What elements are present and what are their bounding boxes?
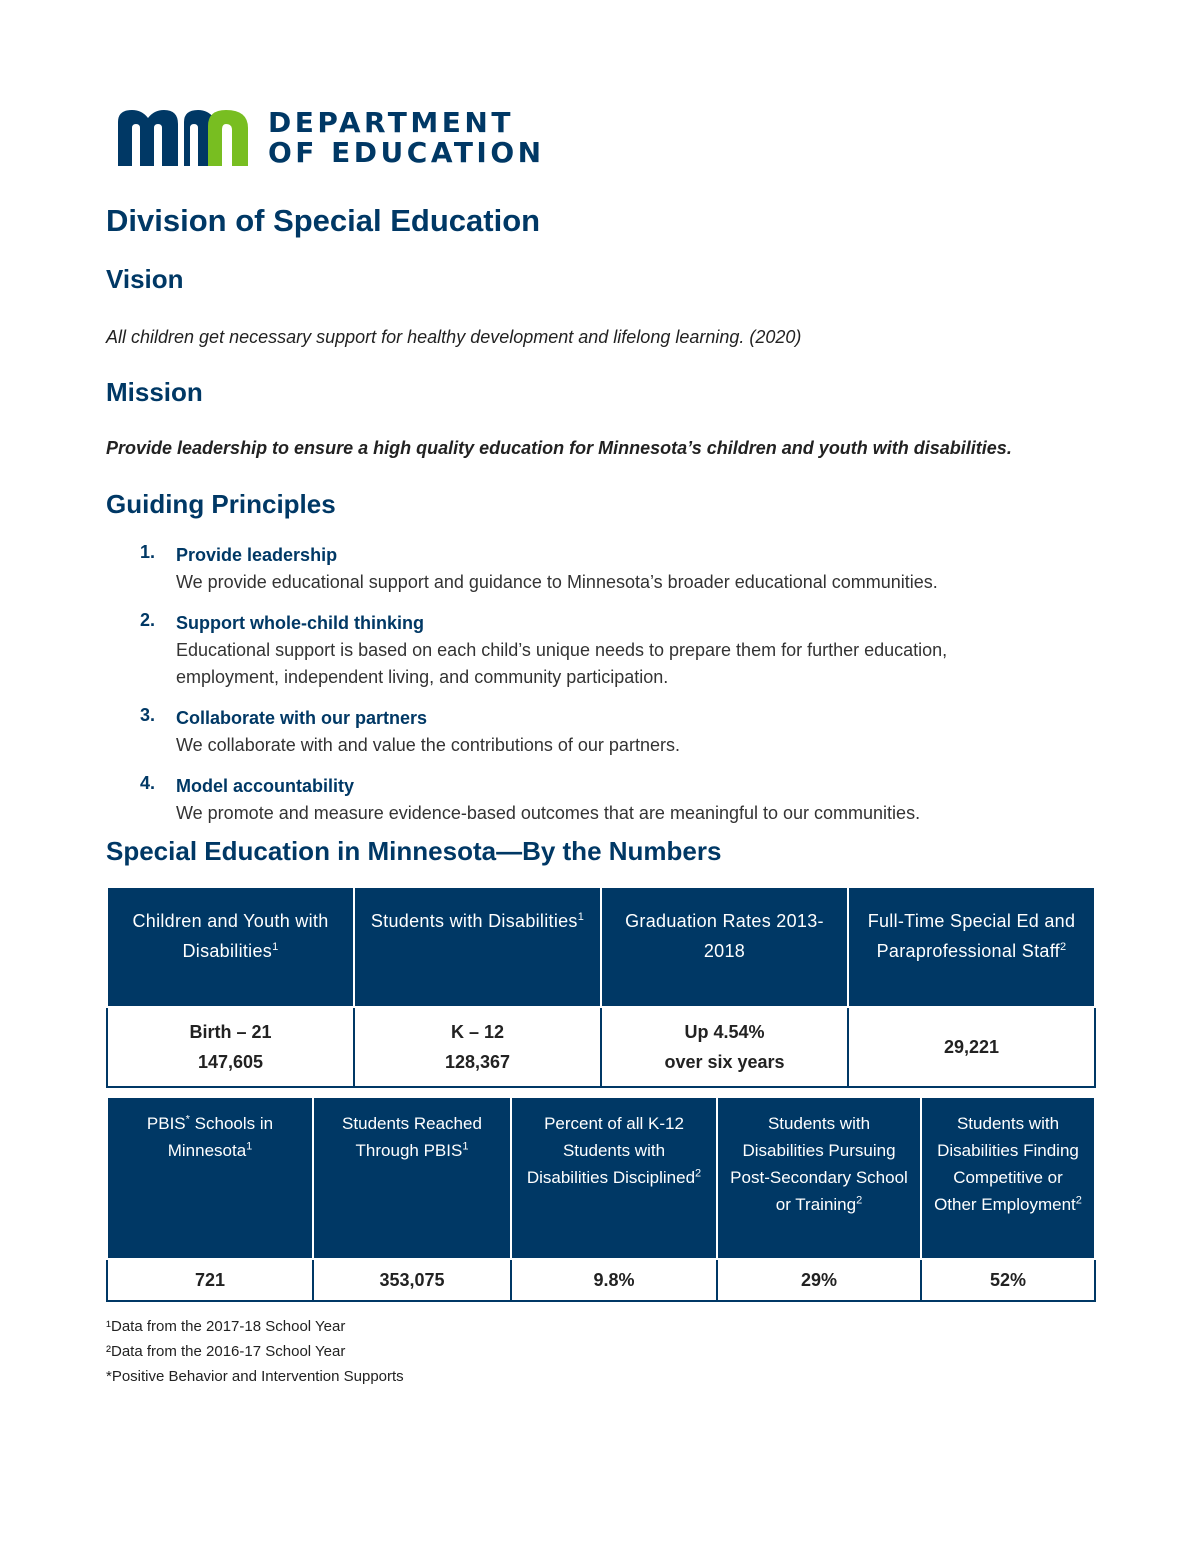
principle-number: 3.: [140, 705, 156, 725]
table-header-cell: Students with Disabilities Finding Competitive or Other Employment$^2$: [921, 1098, 1095, 1259]
table-cell: 29,221: [848, 1007, 1095, 1087]
principles-list: [140, 542, 1100, 841]
table-cell: 353,075: [313, 1259, 511, 1301]
footnote: ²Data from the 2016-17 School Year: [106, 1343, 346, 1360]
logo-wordmark: [268, 108, 545, 168]
table-header-cell: Full-Time Special Ed and Paraprofessional Staff$^2$: [848, 888, 1095, 1007]
table-header-cell: Students with Disabilities$^1$: [354, 888, 601, 1007]
mission-text: Provide leadership to ensure a high quality education for Minnesota’s children and youth with disabilities.: [106, 438, 1012, 458]
mn-education-logo: [118, 108, 558, 170]
table-row: [107, 1259, 1095, 1301]
mission-heading: Mission: [106, 377, 203, 407]
principle-item: [140, 705, 1100, 759]
principle-number: 4.: [140, 773, 156, 793]
principle-title: Collaborate with our partners: [176, 708, 428, 728]
principle-item: [140, 773, 1100, 827]
principles-heading: Guiding Principles: [106, 489, 336, 519]
vision-heading: Vision: [106, 264, 184, 294]
table-header-cell: Students with Disabilities Pursuing Post-Secondary School or Training$^2$: [717, 1098, 921, 1259]
footnote: ¹Data from the 2017-18 School Year: [106, 1318, 346, 1335]
principle-desc: We collaborate with and value the contributions of our partners.: [176, 735, 680, 755]
vision-text: All children get necessary support for healthy development and lifelong learning. (2020): [106, 327, 802, 347]
table-header-cell: Children and Youth with Disabilities$^1$: [107, 888, 354, 1007]
table-cell: K – 12 128,367: [354, 1007, 601, 1087]
footnotes: [106, 1314, 404, 1389]
table-cell: 9.8%: [511, 1259, 717, 1301]
numbers-table-2: [106, 1098, 1096, 1302]
table-row: [107, 1007, 1095, 1087]
table-header-cell: Students Reached Through PBIS$^1$: [313, 1098, 511, 1259]
table-cell: 721: [107, 1259, 313, 1301]
principle-title: Provide leadership: [176, 545, 338, 565]
logo-line-1: DEPARTMENT: [268, 106, 514, 139]
principle-desc: Educational support is based on each child’s unique needs to prepare them for further education, employment, independent living, and community participation.: [176, 640, 948, 687]
table-header-cell: Graduation Rates 2013-2018: [601, 888, 848, 1007]
table-header-cell: PBIS* Schools in Minnesota$^1$: [107, 1098, 313, 1259]
table-header-cell: Percent of all K-12 Students with Disabilities Disciplined$^2$: [511, 1098, 717, 1259]
principle-number: 1.: [140, 542, 156, 562]
table-cell: 29%: [717, 1259, 921, 1301]
numbers-table-1: [106, 888, 1096, 1088]
table-cell: Up 4.54% over six years: [601, 1007, 848, 1087]
principle-desc: We provide educational support and guidance to Minnesota’s broader educational communities.: [176, 572, 938, 592]
principle-desc: We promote and measure evidence-based outcomes that are meaningful to our communities.: [176, 803, 921, 823]
principle-title: Model accountability: [176, 776, 355, 796]
table-header-row: [107, 1098, 1095, 1259]
principle-title: Support whole-child thinking: [176, 613, 424, 633]
footnote: *Positive Behavior and Intervention Supports: [106, 1368, 404, 1385]
principle-item: [140, 610, 1100, 691]
mn-logo-icon: [118, 108, 253, 166]
table-cell: 52%: [921, 1259, 1095, 1301]
principle-item: [140, 542, 1100, 596]
logo-line-2: OF EDUCATION: [268, 136, 545, 169]
table-header-row: [107, 888, 1095, 1007]
numbers-heading: Special Education in Minnesota—By the Numbers: [106, 836, 722, 866]
principle-number: 2.: [140, 610, 156, 630]
page-title: Division of Special Education: [106, 203, 541, 238]
table-cell: Birth – 21 147,605: [107, 1007, 354, 1087]
